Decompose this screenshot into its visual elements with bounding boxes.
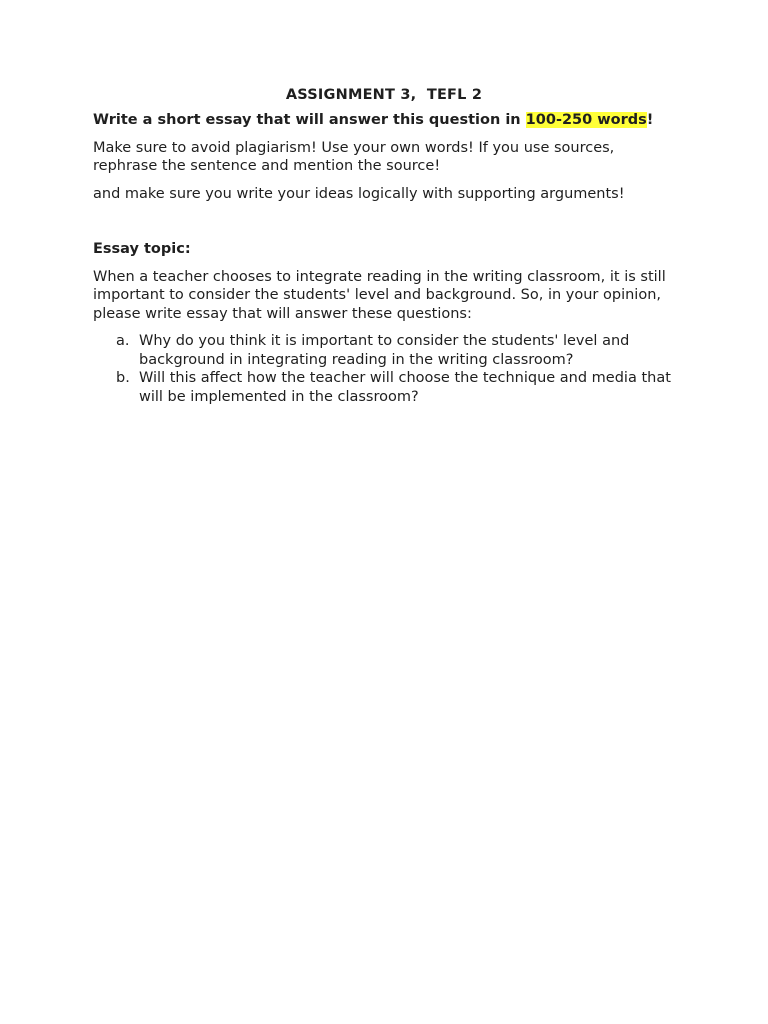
question-text: Will this affect how the teacher will choose the technique and media that will be implemented in the classroom?: [139, 370, 671, 405]
question-marker: a.: [116, 333, 130, 349]
essay-topic-text: When a teacher chooses to integrate reading in the writing classroom, it is still important to consider the students' level and background. So, in your opinion, please write essay that will answer these questions:: [93, 268, 666, 322]
assignment-title: ASSIGNMENT 3, TEFL 2: [285, 87, 483, 103]
question-item: [116, 332, 675, 369]
instruction-line: [93, 111, 675, 130]
question-text: Why do you think it is important to consider the students' level and background in integrating reading in the writing classroom?: [139, 333, 630, 368]
logic-note: and make sure you write your ideas logically with supporting arguments!: [93, 185, 625, 202]
word-count-highlight: 100-250 words: [525, 112, 647, 128]
question-marker: b.: [116, 370, 130, 386]
spacer: [93, 212, 675, 240]
instruction-prefix: Write a short essay that will answer this question in: [93, 112, 526, 128]
instruction-suffix: !: [646, 112, 654, 128]
plagiarism-note: Make sure to avoid plagiarism! Use your own words! If you use sources, rephrase the sentence and mention the source!: [93, 139, 615, 174]
question-list: [93, 332, 675, 406]
question-item: [116, 369, 675, 406]
essay-topic-label: Essay topic:: [93, 241, 191, 257]
